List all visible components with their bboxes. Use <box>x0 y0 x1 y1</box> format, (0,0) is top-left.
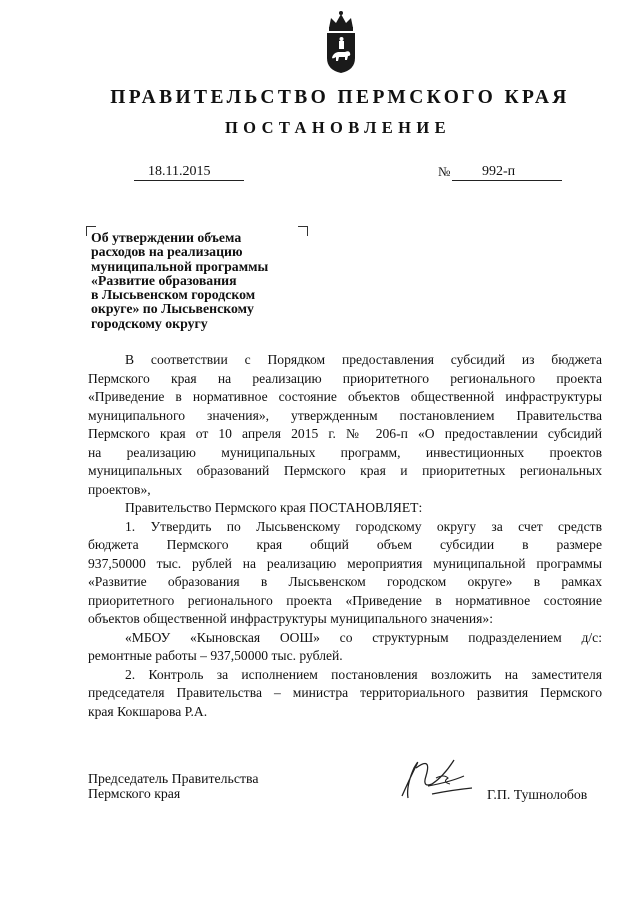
body-line: бюджета Пермского края общий объем субсидии в размере <box>88 537 602 552</box>
subject-line: «Развитие образования <box>91 272 237 288</box>
signatory-name: Г.П. Тушнолобов <box>487 787 588 802</box>
body-line: председателя Правительства – министра территориального развития Пермского <box>88 685 602 700</box>
number-sign: № <box>438 164 451 179</box>
body-line: «Развитие образования в Лысьвенском городском округе» в рамках <box>88 574 602 589</box>
subject-line: муниципальной программы <box>91 258 269 274</box>
paragraph-resolves <box>88 499 602 518</box>
subject-line: Об утверждении объема <box>91 230 242 245</box>
body-line: В соответствии с Порядком предоставления субсидий из бюджета <box>125 352 602 367</box>
subject-line: округе» по Лысьвенскому <box>91 301 254 317</box>
body-line: Пермского края на реализацию приоритетного регионального проекта <box>88 370 602 386</box>
body-line: края Кокшарова Р.А. <box>88 703 208 719</box>
body-line: 2. Контроль за исполнением постановления возложить на заместителя <box>125 666 602 682</box>
subject-line: в Лысьвенском городском <box>91 287 256 303</box>
document-subject <box>91 231 331 331</box>
paragraph-item-1 <box>88 518 602 629</box>
subject-line: расходов на реализацию <box>91 244 243 260</box>
body-line: Правительство Пермского края ПОСТАНОВЛЯЕТ: <box>125 500 423 515</box>
document-body <box>88 351 602 721</box>
paragraph-school <box>88 629 602 666</box>
handwritten-signature-icon <box>392 738 492 808</box>
body-line: приоритетного регионального проекта «Приведение в нормативное состояние <box>88 592 602 608</box>
signatory-title-line: Председатель Правительства <box>88 771 259 786</box>
government-title: ПРАВИТЕЛЬСТВО ПЕРМСКОГО КРАЯ <box>110 87 570 108</box>
document-date: 18.11.2015 <box>134 164 244 181</box>
paragraph-item-2 <box>88 666 602 722</box>
perm-krai-coat-of-arms-icon <box>321 8 361 74</box>
body-line: на реализацию муниципальных программ, инвестиционных проектов <box>88 444 602 460</box>
body-line: 1. Утвердить по Лысьвенскому городскому округу за счет средств <box>125 518 602 534</box>
body-line: проектов», <box>88 481 151 497</box>
body-line: муниципальных образований Пермского края и приоритетных региональных <box>88 463 602 478</box>
body-line: Пермского края от 10 апреля 2015 г. № 206-п «О предоставлении субсидий <box>88 426 602 441</box>
paragraph-basis <box>88 351 602 499</box>
body-line: муниципального значения», утвержденным постановлением Правительства <box>88 407 602 423</box>
body-line: «Приведение в нормативное состояние объектов общественной инфраструктуры <box>88 389 602 404</box>
body-line: «МБОУ «Кыновская ООШ» со структурным подразделением д/с: <box>125 629 602 645</box>
document-number: 992-п <box>452 164 562 181</box>
subject-line: городскому округу <box>91 315 208 331</box>
body-line: объектов общественной инфраструктуры муниципального значения»: <box>88 611 494 626</box>
body-line: 937,50000 тыс. рублей на реализацию мероприятия муниципальной программы <box>88 555 602 571</box>
signatory-title-line: Пермского края <box>88 785 181 801</box>
body-line: ремонтные работы – 937,50000 тыс. рублей. <box>88 648 343 663</box>
signatory-title <box>88 772 258 801</box>
document-type: ПОСТАНОВЛЕНИЕ <box>224 118 452 137</box>
